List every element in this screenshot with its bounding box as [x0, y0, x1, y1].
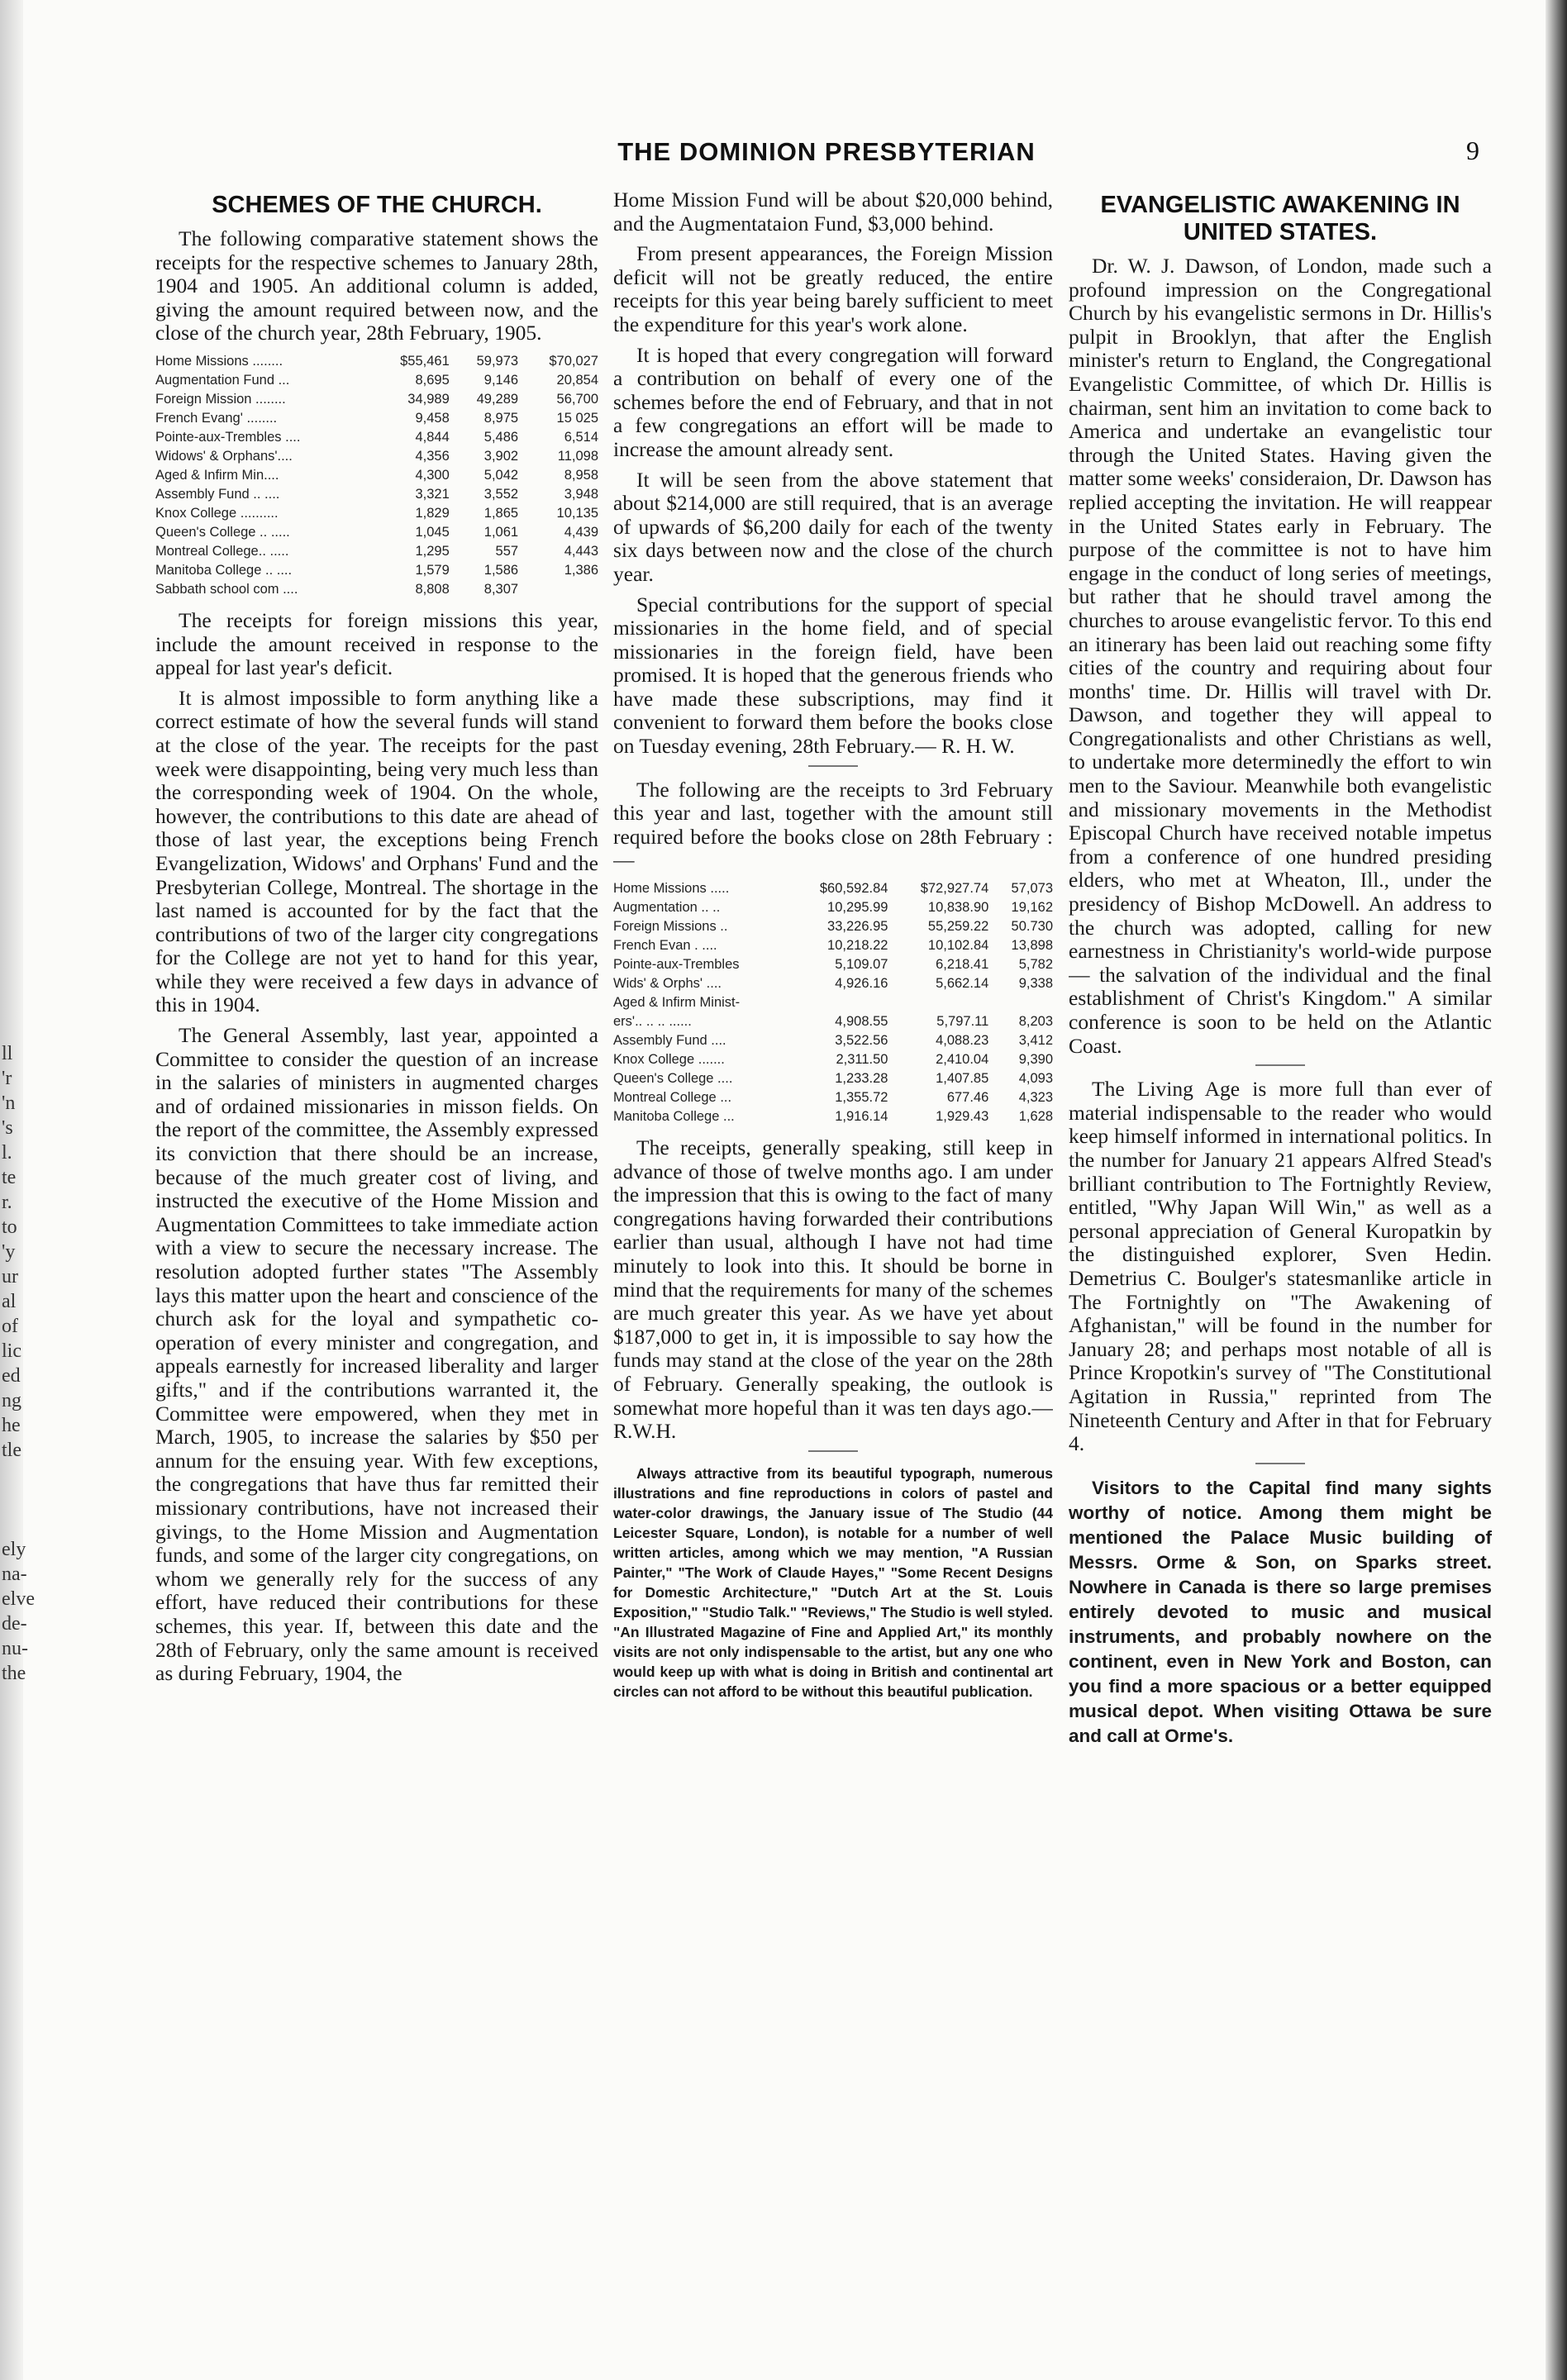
gutter-fragment: nu-: [2, 1638, 28, 1659]
amount-cell: 10,295.99: [827, 900, 888, 916]
amount-cell: [788, 993, 888, 1012]
table-row: [155, 466, 598, 485]
amount-cell: 1,386: [564, 562, 598, 578]
gutter-fragment: tle: [2, 1440, 21, 1461]
amount-cell: 6,218.41: [936, 957, 989, 973]
table-row: [155, 580, 598, 599]
amount-cell: 4,443: [564, 543, 598, 559]
amount-cell: 8,808: [415, 581, 450, 597]
gutter-fragment: to: [2, 1216, 17, 1238]
paragraph: Home Mission Fund will be about $20,000 behind, and the Augmentataion Fund, $3,000 behind.: [613, 188, 1053, 236]
fund-name-cell: Pointe-aux-Trembles ....: [155, 429, 301, 445]
studio-notice: Always attractive from its beautiful typograph, numerous illustrations and fine reproductions in colors of pastel and water-color drawings, the January issue of The Studio (44 Leicester Square, London), is notable for a number of well written articles, among which we may mention, "A Russian Painter," "The Work of Claude Hayes," "Some Recent Designs for Domestic Architecture," "Dutch Art at the St. Louis Exposition," "Studio Talk." "Reviews," The Studio is well styled. "An Illustrated Magazine of Fine and Applied Art," its monthly visits are not only indispensable to the artist, but any one who would keep up with what is doing in British and continental art circles can not afford to be without this beautiful publication.: [613, 1464, 1053, 1700]
paragraph: The Living Age is more full than ever of material indispensable to the reader who would keep himself informed in international politics. In the number for January 21 appears Alfred Stead's brilliant contribution to The Fortnightly Review, entitled, "Why Japan Will Win," as well as a personal appreciation of General Kuropatkin by the distinguished explorer, Sven Hedin. Demetrius C. Boulger's statesmanlike article in The Fortnightly on "The Awakening of Afghanistan," will be found in the number for January 28; and perhaps most notable of all is Prince Kropotkin's survey of "The Constitutional Agitation in Russia," reprinted from The Nineteenth Century and After in that for February 4.: [1069, 1077, 1492, 1456]
gutter-fragment: ll: [2, 1043, 13, 1064]
table-row: [613, 1031, 1053, 1050]
fund-name-cell: French Evang' ........: [155, 410, 278, 426]
fund-name-cell: Knox College .......: [613, 1052, 725, 1068]
amount-cell: 1,929.43: [936, 1109, 989, 1125]
amount-cell: 4,356: [415, 448, 450, 464]
amount-cell: 1,829: [415, 505, 450, 521]
amount-cell: 8,307: [483, 581, 519, 597]
amount-cell: 55,259.22: [927, 919, 989, 935]
gutter-fragment: ely: [2, 1539, 26, 1560]
amount-cell: 4,908.55: [835, 1014, 888, 1030]
amount-cell: 6,514: [564, 429, 598, 445]
article-heading-evangelistic: EVANGELISTIC AWAKENING IN UNITED STATES.: [1100, 192, 1460, 245]
gutter-fragment: al: [2, 1291, 17, 1312]
fund-name-cell: Queen's College ....: [613, 1071, 733, 1087]
amount-cell: $55,461: [400, 353, 450, 369]
amount-cell: 4,093: [1018, 1071, 1053, 1087]
amount-cell: 20,854: [556, 372, 598, 388]
amount-cell: 4,323: [1018, 1090, 1053, 1106]
amount-cell: 3,948: [564, 486, 598, 502]
gutter-fragment: [2, 1488, 38, 1512]
fund-name-cell: Wids' & Orphs' ....: [613, 976, 722, 992]
table-row: [155, 371, 598, 390]
amount-cell: 11,098: [557, 448, 598, 464]
fund-name-cell: Aged & Infirm Minist-: [613, 995, 741, 1011]
amount-cell: 5,662.14: [936, 976, 989, 992]
paragraph: The following comparative statement shows the receipts for the respective schemes to January 28th, 1904 and 1905. An additional column is added, giving the amount required between now, and the close of the church year, 28th February, 1905.: [155, 226, 598, 345]
section-divider: [808, 1450, 858, 1452]
adjacent-page-fragments: [2, 1041, 38, 1686]
amount-cell: 3,522.56: [835, 1033, 888, 1049]
amount-cell: 8,695: [415, 372, 450, 388]
amount-cell: 59,973: [476, 353, 519, 369]
amount-cell: 3,412: [1018, 1033, 1053, 1049]
table-row: [613, 1012, 1053, 1031]
paragraph: The receipts, generally speaking, still keep in advance of those of twelve months ago. I am under the impression that this is owing to the fact of many congregations having forwarded their contributions earlier than usual, although I have not had time minutely to look into this. It should be borne in mind that the requirements for many of the schemes are much greater this year. As we have yet about $187,000 to get in, it is impossible to say how the funds may stand at the close of the year on the 28th of February. Generally speaking, the outlook is somewhat more hopeful than it was ten days ago.—R.W.H.: [613, 1135, 1053, 1444]
table-row: [613, 1088, 1053, 1107]
fund-name-cell: Foreign Mission ........: [155, 391, 286, 407]
gutter-fragment: [2, 1463, 38, 1488]
amount-cell: 1,586: [483, 562, 519, 578]
page-number: 9: [1466, 136, 1479, 165]
paragraph: Dr. W. J. Dawson, of London, made such a profound impression on the Congregational Church by his evangelistic sermons in Dr. Hillis's pulpit in Brooklyn, that after the English minister's return to England, the Congregational Evangelistic Committee, of which Dr. Hillis is chairman, sent him an invitation to come back to America and undertake an evangelistic tour through the United States. Having given the matter some weeks' consideraion, Dr. Dawson has replied accepting the invitation. He will reappear in the United States early in February. The purpose of the committee is not to have him engage in the conduct of long series of meetings, but rather that he should travel among the churches to arouse evangelistic fervor. To this end an itinerary has been laid out reaching some fifty cities of the country and requiring about four months' time. Dr. Hillis will travel with Dr. Dawson, and together they will appeal to Congregationalists and other Christians as well, to undertake more determinedly the effort to win men to the Saviour. Meanwhile both evangelistic and missionary movements in the Methodist Episcopal Church have received notable impetus from a conference of one hundred presiding elders, who met at Wheaton, Ill., under the presidency of Bishop McDowell. An address to the church was adopted, calling for new earnestness in Christianity's world-wide purpose— the salvation of the individual and the final establishment of Christ's Kingdom." A similar conference is soon to be held on the Atlantic Coast.: [1069, 254, 1492, 1058]
amount-cell: 15 025: [556, 410, 598, 426]
amount-cell: 13,898: [1011, 938, 1053, 954]
table-row: [155, 390, 598, 409]
fund-name-cell: Sabbath school com ....: [155, 581, 298, 597]
fund-name-cell: Montreal College ...: [613, 1090, 732, 1106]
amount-cell: 1,045: [415, 524, 450, 540]
fund-name-cell: Aged & Infirm Min....: [155, 467, 279, 483]
table-row: [613, 1107, 1053, 1126]
fund-name-cell: ers'.. .. .. ......: [613, 1014, 692, 1030]
gutter-fragment: te: [2, 1167, 17, 1188]
amount-cell: 5,109.07: [835, 957, 888, 973]
gutter-fragment: r.: [2, 1192, 12, 1213]
receipts-table-january: [155, 352, 598, 599]
amount-cell: 5,782: [1018, 957, 1053, 973]
amount-cell: 1,628: [1018, 1109, 1053, 1125]
paragraph: Special contributions for the support of special missionaries in the home field, and of special missionaries in the foreign field, have been promised. It is hoped that the generous friends who have made these subscriptions, may find it convenient to forward them before the books close on Tuesday evening, 28th February.— R. H. W.: [613, 592, 1053, 759]
gutter-fragment: ng: [2, 1390, 21, 1411]
amount-cell: [518, 580, 598, 599]
fund-name-cell: Montreal College.. .....: [155, 543, 289, 559]
fund-name-cell: Pointe-aux-Trembles: [613, 957, 740, 973]
table-row: [155, 409, 598, 428]
table-row: [613, 1050, 1053, 1069]
gutter-fragment: lic: [2, 1340, 21, 1362]
amount-cell: 3,902: [483, 448, 519, 464]
fund-name-cell: Manitoba College ...: [613, 1109, 735, 1125]
amount-cell: $72,927.74: [920, 881, 989, 897]
table-row: [155, 542, 598, 561]
amount-cell: 33,226.95: [827, 919, 888, 935]
section-divider: [808, 765, 858, 767]
amount-cell: 34,989: [407, 391, 450, 407]
amount-cell: 19,162: [1011, 900, 1053, 916]
amount-cell: 8,975: [483, 410, 519, 426]
paragraph: The following are the receipts to 3rd February this year and last, together with the amount still required before the books close on 28th February :—: [613, 777, 1053, 873]
amount-cell: 5,797.11: [936, 1014, 989, 1030]
amount-cell: 8,203: [1018, 1014, 1053, 1030]
amount-cell: $60,592.84: [819, 881, 888, 897]
table-row: [613, 879, 1053, 898]
receipts-table-february: [613, 879, 1053, 1126]
table-row: [613, 993, 1053, 1012]
table-row: [155, 447, 598, 466]
article-heading-schemes: SCHEMES OF THE CHURCH.: [212, 192, 542, 218]
fund-name-cell: Home Missions .....: [613, 881, 730, 897]
table-row: [155, 504, 598, 523]
amount-cell: 49,289: [476, 391, 519, 407]
amount-cell: 3,321: [415, 486, 450, 502]
paragraph: It is almost impossible to form anything like a correct estimate of how the several funds will stand at the close of the year. The receipts for the past week were disappointing, being very much less than the corresponding week of 1904. On the whole, however, the contributions to this date are ahead of those of last year, the exceptions being French Evangelization, Widows' and Orphans' Fund and the Presbyterian College, Montreal. The shortage in the last named is accounted for by the fact that the contributions of two of the larger city congregations for the College are not yet to hand for this year, while they were received a few days in advance of this in 1904.: [155, 685, 598, 1017]
table-row: [613, 1069, 1053, 1088]
table-row: [613, 974, 1053, 993]
amount-cell: 557: [495, 543, 519, 559]
amount-cell: 1,061: [483, 524, 519, 540]
section-divider: [1255, 1463, 1305, 1464]
column-3: [1069, 188, 1492, 2345]
column-1: [155, 188, 598, 2345]
amount-cell: 1,355.72: [835, 1090, 888, 1106]
table-row: [155, 561, 598, 580]
section-divider: [1255, 1064, 1305, 1066]
gutter-fragment: 'r: [2, 1068, 12, 1089]
amount-cell: 5,486: [483, 429, 519, 445]
amount-cell: 9,390: [1018, 1052, 1053, 1068]
fund-name-cell: Knox College ..........: [155, 505, 279, 521]
amount-cell: 1,233.28: [835, 1071, 888, 1087]
table-row: [155, 352, 598, 371]
amount-cell: [988, 993, 1053, 1012]
fund-name-cell: Home Missions ........: [155, 353, 283, 369]
gutter-fragment: 's: [2, 1117, 13, 1139]
paragraph: It will be seen from the above statement that about $214,000 are still required, that is an average of upwards of $6,200 daily for each of the twenty six days between now and the close of the church year.: [613, 467, 1053, 586]
fund-name-cell: Queen's College .. .....: [155, 524, 290, 540]
amount-cell: 3,552: [483, 486, 519, 502]
fund-name-cell: Augmentation .. ..: [613, 900, 721, 916]
amount-cell: 5,042: [483, 467, 519, 483]
amount-cell: 1,407.85: [936, 1071, 989, 1087]
gutter-fragment: l.: [2, 1142, 12, 1164]
amount-cell: 50.730: [1011, 919, 1053, 935]
amount-cell: 8,958: [564, 467, 598, 483]
amount-cell: 1,865: [483, 505, 519, 521]
gutter-fragment: ed: [2, 1365, 21, 1387]
fund-name-cell: French Evan . ....: [613, 938, 717, 954]
amount-cell: 4,439: [564, 524, 598, 540]
gutter-fragment: [2, 1512, 38, 1537]
table-row: [613, 955, 1053, 974]
amount-cell: 1,916.14: [835, 1109, 888, 1125]
amount-cell: 57,073: [1011, 881, 1053, 897]
gutter-fragment: he: [2, 1415, 21, 1436]
fund-name-cell: Assembly Fund .. ....: [155, 486, 280, 502]
table-row: [613, 898, 1053, 917]
amount-cell: 4,844: [415, 429, 450, 445]
amount-cell: 56,700: [556, 391, 598, 407]
table-row: [155, 428, 598, 447]
table-row: [155, 523, 598, 542]
page-edge-right: [1546, 0, 1567, 2380]
gutter-fragment: ur: [2, 1266, 18, 1288]
amount-cell: 1,295: [415, 543, 450, 559]
fund-name-cell: Widows' & Orphans'....: [155, 448, 293, 464]
gutter-fragment: na-: [2, 1564, 27, 1585]
gutter-fragment: 'n: [2, 1092, 16, 1114]
gutter-fragment: elve: [2, 1588, 35, 1610]
fund-name-cell: Assembly Fund ....: [613, 1033, 726, 1049]
amount-cell: 10,135: [556, 505, 598, 521]
fund-name-cell: Manitoba College .. ....: [155, 562, 293, 578]
amount-cell: $70,027: [549, 353, 598, 369]
amount-cell: 9,458: [415, 410, 450, 426]
gutter-fragment: the: [2, 1663, 26, 1684]
column-2: [613, 188, 1053, 2345]
fund-name-cell: Augmentation Fund ...: [155, 372, 290, 388]
amount-cell: 9,146: [483, 372, 519, 388]
amount-cell: 2,410.04: [936, 1052, 989, 1068]
amount-cell: 10,102.84: [927, 938, 989, 954]
table-row: [613, 936, 1053, 955]
table-row: [613, 917, 1053, 936]
paragraph: From present appearances, the Foreign Mission deficit will not be greatly reduced, the entire receipts for this year being barely sufficient to meet the expenditure for this year's work alone.: [613, 241, 1053, 336]
amount-cell: 4,088.23: [936, 1033, 989, 1049]
fund-name-cell: Foreign Missions ..: [613, 919, 728, 935]
gutter-fragment: 'y: [2, 1241, 16, 1263]
paragraph: It is hoped that every congregation will forward a contribution on behalf of every one of the schemes before the end of February, and that in not a few congregations an effort will be made to increase the amount already sent.: [613, 342, 1053, 461]
amount-cell: 9,338: [1018, 976, 1053, 992]
paragraph: The receipts for foreign missions this year, include the amount received in response to the appeal for last year's deficit.: [155, 607, 598, 680]
amount-cell: 4,300: [415, 467, 450, 483]
amount-cell: 677.46: [946, 1090, 989, 1106]
amount-cell: [888, 993, 988, 1012]
gutter-fragment: de-: [2, 1613, 27, 1635]
amount-cell: 10,218.22: [827, 938, 888, 954]
orme-notice: Visitors to the Capital find many sights worthy of notice. Among them might be mentioned the Palace Music building of Messrs. Orme & Son, on Sparks street. Nowhere in Canada is there so large premises entirely devoted to music and musical instruments, and probably nowhere on the continent, even in New York and Boston, can you find a more spacious or a better equipped musical depot. When visiting Ottawa be sure and call at Orme's.: [1069, 1477, 1492, 1746]
table-row: [155, 485, 598, 504]
amount-cell: 1,579: [415, 562, 450, 578]
amount-cell: 4,926.16: [835, 976, 888, 992]
amount-cell: 10,838.90: [927, 900, 989, 916]
amount-cell: 2,311.50: [836, 1052, 888, 1068]
gutter-fragment: of: [2, 1316, 18, 1337]
running-head: THE DOMINION PRESBYTERIAN: [617, 137, 1036, 166]
paragraph: The General Assembly, last year, appointed a Committee to consider the question of an increase in the salaries of ministers in augmented charges and of ordained missionaries in misson fields. On the report of the committee, the Assembly expressed its conviction that there should be an increase, because of the much greater cost of living, and instructed the executive of the Home Mission and Augmentation Committees to take immediate action with a view to secure the necessary increase. The resolution adopted further states "The Assembly lays this matter upon the heart and conscience of the church ask for the loyal and sympathetic co-operation of every minister and congregation, and appeals earnestly for increased liberality and larger gifts," and if the contributions warranted it, the Committee were empowered, when they met in March, 1905, to increase the salaries by $50 per annum for the ensuing year. With few exceptions, the congregations that have thus far remitted their missionary contributions, have not increased their givings, to the Home Mission and Augmentation funds, and some of the larger city congregations, on whom we generally rely for the success of any effort, have reduced their contributions for these schemes, this year. If, between this date and the 28th of February, only the same amount is received as during February, 1904, the: [155, 1023, 598, 1686]
